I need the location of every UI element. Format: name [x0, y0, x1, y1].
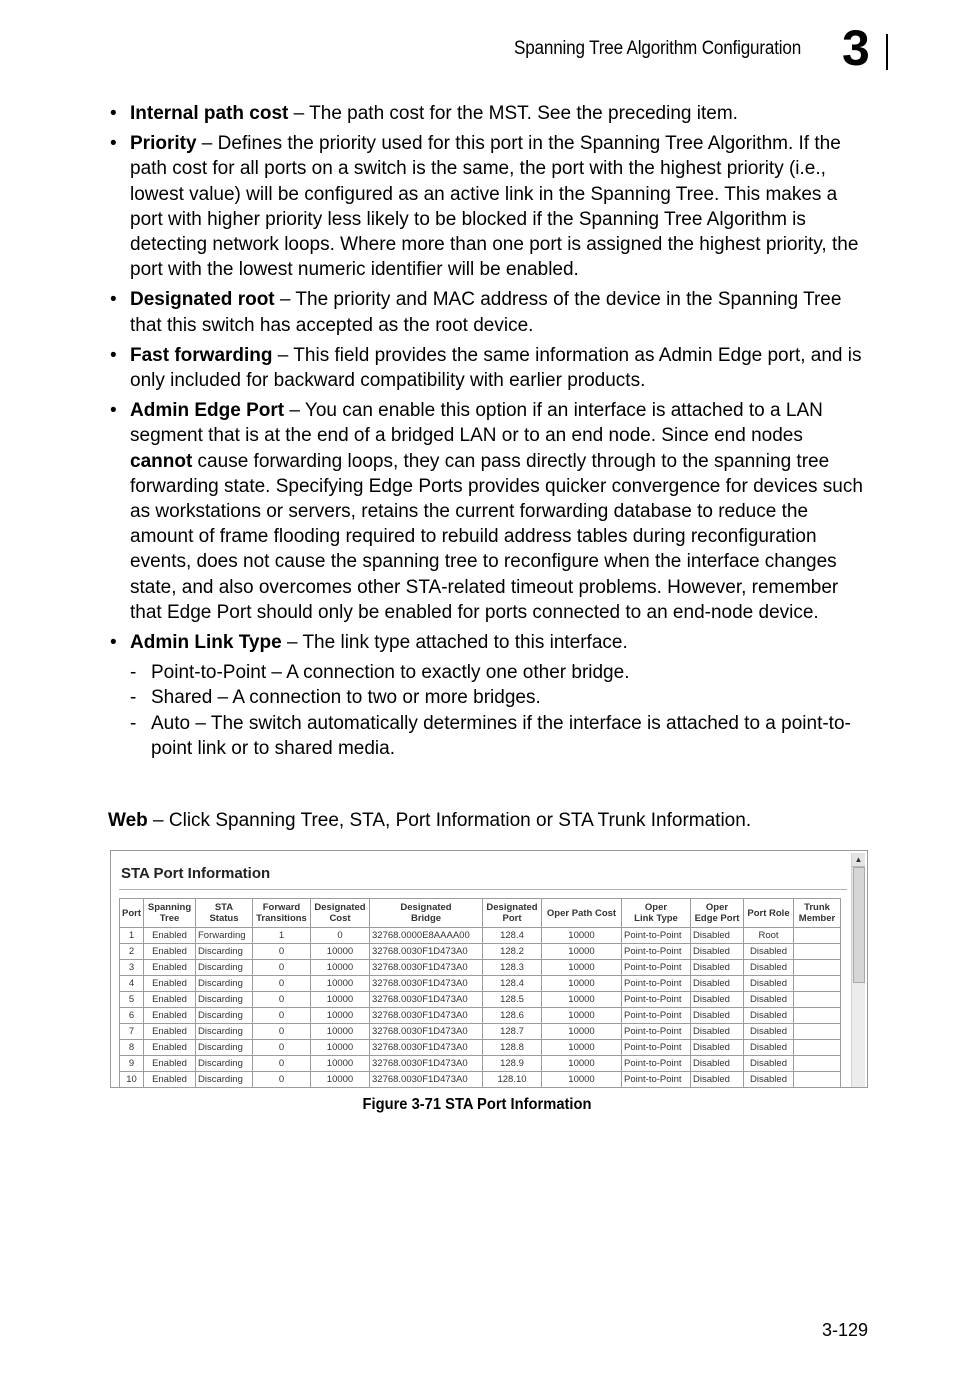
table-cell: Point-to-Point	[622, 944, 691, 960]
column-header-text: Trunk	[804, 902, 830, 913]
table-cell: 10000	[311, 1040, 370, 1056]
bullet-term: Priority	[130, 133, 197, 155]
table-row	[120, 1072, 841, 1088]
table-cell: Point-to-Point	[622, 992, 691, 1008]
table-cell: 10000	[311, 992, 370, 1008]
column-header-text: Forward	[262, 902, 301, 913]
table-cell: Enabled	[144, 976, 196, 992]
dash-icon: -	[130, 687, 137, 709]
bullet-internal-path-cost	[108, 101, 868, 126]
table-cell: Enabled	[144, 992, 196, 1008]
column-header-text: Port	[122, 907, 141, 919]
table-cell: 0	[253, 1008, 311, 1024]
bullet-emphasis: cannot	[130, 450, 193, 472]
column-header	[483, 899, 542, 928]
table-cell	[794, 1024, 841, 1040]
table-cell: Disabled	[744, 1024, 794, 1040]
web-term: Web	[108, 810, 148, 831]
table-cell: 128.9	[483, 1056, 542, 1072]
table-cell: 7	[120, 1024, 144, 1040]
table-cell: Point-to-Point	[622, 928, 691, 944]
table-cell: 10000	[311, 1024, 370, 1040]
bullet-text: – The priority and MAC address of the device in the Spanning Tree that this switch has accepted as the root device.	[130, 289, 842, 336]
table-cell: Enabled	[144, 1024, 196, 1040]
table-cell: Enabled	[144, 928, 196, 944]
bullet-dot-icon: •	[110, 133, 117, 155]
sta-port-information-screenshot	[110, 850, 868, 1088]
table-cell: Disabled	[691, 1008, 744, 1024]
table-cell: 128.10	[483, 1072, 542, 1088]
table-cell: Forwarding	[196, 928, 253, 944]
table-cell	[794, 960, 841, 976]
table-cell: 128.4	[483, 928, 542, 944]
table-cell: Disabled	[744, 992, 794, 1008]
table-cell: Disabled	[691, 992, 744, 1008]
bullet-term: Designated root	[130, 289, 275, 311]
table-row	[120, 1008, 841, 1024]
bullet-text: – You can enable this option if an interface is attached to a LAN segment that is at the end of a bridged LAN or to an end node. Since end nodes	[130, 400, 823, 447]
table-cell: 10000	[311, 1072, 370, 1088]
table-cell: 128.8	[483, 1040, 542, 1056]
column-header	[196, 899, 253, 928]
column-header-text: Member	[798, 913, 836, 924]
bullet-admin-link-type	[108, 630, 868, 655]
table-cell: 10000	[542, 1024, 622, 1040]
table-cell: 0	[253, 992, 311, 1008]
bullet-text-continued: cause forwarding loops, they can pass directly through to the spanning tree forwarding state. Specifying Edge Ports provides quicker convergence for devices such as workstations or servers, retains the current forwarding database to reduce the amount of frame flooding required to rebuild address tables during reconfiguration events, does not cause the spanning tree to reconfigure when the interface changes state, and also overcomes other STA-related timeout problems. However, remember that Edge Port should only be enabled for ports connected to an end-node device.	[130, 450, 863, 623]
column-header-text: Tree	[159, 913, 180, 924]
table-cell	[794, 928, 841, 944]
table-cell: 9	[120, 1056, 144, 1072]
table-cell: Discarding	[196, 1008, 253, 1024]
table-cell: Enabled	[144, 1056, 196, 1072]
table-cell: 10000	[542, 992, 622, 1008]
column-header-text: Transitions	[256, 913, 307, 924]
table-cell: 10000	[542, 960, 622, 976]
table-cell: 128.6	[483, 1008, 542, 1024]
table-header-row	[120, 899, 841, 928]
table-cell: 32768.0030F1D473A0	[370, 944, 483, 960]
table-cell: Point-to-Point	[622, 1008, 691, 1024]
table-cell: 1	[120, 928, 144, 944]
dash-icon: -	[130, 662, 137, 684]
table-cell: Enabled	[144, 1008, 196, 1024]
bullet-designated-root	[108, 287, 868, 337]
column-header	[691, 899, 744, 928]
bullet-dot-icon: •	[110, 103, 117, 124]
table-cell: 2	[120, 944, 144, 960]
table-cell: 32768.0030F1D473A0	[370, 1024, 483, 1040]
title-divider	[119, 889, 847, 890]
table-cell: 32768.0000E8AAAA00	[370, 928, 483, 944]
bullet-text: – The path cost for the MST. See the preceding item.	[288, 103, 738, 124]
column-header	[542, 899, 622, 928]
table-cell: Disabled	[744, 944, 794, 960]
bullet-term: Internal path cost	[130, 103, 289, 124]
table-cell: 10000	[311, 1008, 370, 1024]
column-header-text: Link Type	[634, 913, 678, 924]
table-cell: Discarding	[196, 1040, 253, 1056]
table-cell: 32768.0030F1D473A0	[370, 1008, 483, 1024]
web-instruction	[108, 810, 751, 832]
column-header-text: Oper	[705, 902, 729, 913]
table-row	[120, 944, 841, 960]
table-cell	[794, 1008, 841, 1024]
table-cell: 32768.0030F1D473A0	[370, 992, 483, 1008]
table-cell: Enabled	[144, 1072, 196, 1088]
table-cell: 10000	[311, 1056, 370, 1072]
table-cell: Discarding	[196, 944, 253, 960]
figure-caption: Figure 3-71 STA Port Information	[362, 1096, 592, 1113]
table-cell: Discarding	[196, 1072, 253, 1088]
table-row	[120, 1024, 841, 1040]
table-cell: Point-to-Point	[622, 1024, 691, 1040]
column-header	[253, 899, 311, 928]
table-cell: 10000	[542, 1072, 622, 1088]
table-cell: Discarding	[196, 960, 253, 976]
link-type-text: Point-to-Point – A connection to exactly one other bridge.	[151, 662, 630, 684]
table-cell: Disabled	[691, 944, 744, 960]
chapter-number: 3	[842, 20, 870, 76]
table-cell: 128.5	[483, 992, 542, 1008]
link-type-auto	[108, 711, 868, 761]
bullet-term: Admin Edge Port	[130, 400, 285, 422]
column-header-text: STA	[214, 902, 234, 913]
table-cell: Point-to-Point	[622, 1056, 691, 1072]
table-cell: Disabled	[744, 1008, 794, 1024]
table-cell: 1	[253, 928, 311, 944]
page-number: 3-129	[822, 1320, 869, 1340]
table-cell: 10000	[311, 960, 370, 976]
table-cell: 0	[253, 1040, 311, 1056]
table-cell: Enabled	[144, 1040, 196, 1056]
table-cell: 32768.0030F1D473A0	[370, 1040, 483, 1056]
table-cell: 6	[120, 1008, 144, 1024]
table-cell: 0	[311, 928, 370, 944]
table-cell: 128.4	[483, 976, 542, 992]
scroll-thumb[interactable]	[853, 867, 865, 983]
column-header	[744, 899, 794, 928]
column-header	[794, 899, 841, 928]
table-cell: Point-to-Point	[622, 976, 691, 992]
link-type-text: Shared – A connection to two or more bridges.	[151, 687, 541, 709]
table-cell: 128.3	[483, 960, 542, 976]
table-cell: 128.7	[483, 1024, 542, 1040]
table-cell: 32768.0030F1D473A0	[370, 1056, 483, 1072]
table-cell: Discarding	[196, 1056, 253, 1072]
table-cell: Enabled	[144, 944, 196, 960]
table-cell	[794, 1072, 841, 1088]
column-header-text: Port	[502, 913, 522, 924]
table-cell: Disabled	[744, 1072, 794, 1088]
table-cell: Discarding	[196, 976, 253, 992]
table-cell: 10000	[542, 1040, 622, 1056]
bullet-text: – Defines the priority used for this port in the Spanning Tree Algorithm. If the path cost for all ports on a switch is the same, the port with the highest priority (i.e., lowest value) will be configured as an active link in the Spanning Tree. This makes a port with higher priority less likely to be blocked if the Spanning Tree Algorithm is detecting network loops. Where more than one port is assigned the highest priority, the port with the lowest numeric identifier will be enabled.	[130, 133, 859, 281]
column-header-text: Designated	[314, 902, 366, 913]
table-cell: 0	[253, 1024, 311, 1040]
link-type-shared	[108, 685, 868, 710]
table-cell: 10000	[542, 928, 622, 944]
table-cell: 0	[253, 944, 311, 960]
table-cell: 32768.0030F1D473A0	[370, 1072, 483, 1088]
bullet-dot-icon: •	[110, 289, 117, 311]
screenshot-title: STA Port Information	[121, 865, 271, 882]
column-header-text: Designated	[486, 902, 538, 913]
table-cell: 4	[120, 976, 144, 992]
table-cell: 5	[120, 992, 144, 1008]
column-header-text: Port Role	[747, 907, 790, 919]
table-cell: Discarding	[196, 992, 253, 1008]
table-cell: Disabled	[691, 928, 744, 944]
table-cell: 32768.0030F1D473A0	[370, 976, 483, 992]
column-header-text: Oper Path Cost	[546, 907, 617, 919]
table-cell: 0	[253, 976, 311, 992]
column-header-text: Designated	[400, 902, 452, 913]
body-text	[108, 101, 868, 761]
header-title: Spanning Tree Algorithm Configuration	[514, 38, 802, 59]
table-cell: Disabled	[744, 960, 794, 976]
table-row	[120, 928, 841, 944]
table-cell: 10000	[311, 944, 370, 960]
column-header-text: Oper	[644, 902, 668, 913]
table-cell: 8	[120, 1040, 144, 1056]
table-cell: 10	[120, 1072, 144, 1088]
sta-port-table	[119, 898, 841, 1088]
link-type-point-to-point	[108, 660, 868, 685]
table-cell: 10000	[542, 976, 622, 992]
table-row	[120, 1040, 841, 1056]
table-cell	[794, 1040, 841, 1056]
vertical-scrollbar[interactable]	[851, 853, 865, 1087]
column-header	[622, 899, 691, 928]
table-cell: 0	[253, 1072, 311, 1088]
table-cell: Disabled	[691, 1024, 744, 1040]
table-cell: 10000	[542, 1008, 622, 1024]
table-cell: Disabled	[744, 1056, 794, 1072]
table-cell: 10000	[542, 944, 622, 960]
column-header-text: Bridge	[410, 913, 442, 924]
table-cell: 32768.0030F1D473A0	[370, 960, 483, 976]
table-cell	[794, 992, 841, 1008]
table-cell: Disabled	[691, 1040, 744, 1056]
column-header	[311, 899, 370, 928]
table-cell: 0	[253, 1056, 311, 1072]
table-row	[120, 976, 841, 992]
column-header	[120, 899, 144, 928]
bullet-term: Admin Link Type	[130, 632, 282, 654]
bullet-admin-edge-port	[108, 398, 868, 625]
table-cell: Discarding	[196, 1024, 253, 1040]
table-row	[120, 992, 841, 1008]
table-cell: Point-to-Point	[622, 960, 691, 976]
dash-icon: -	[130, 712, 137, 734]
link-type-text: Auto – The switch automatically determines if the interface is attached to a point-to-point link or to shared media.	[151, 712, 851, 759]
table-cell	[794, 944, 841, 960]
table-cell: 10000	[311, 976, 370, 992]
table-cell: Point-to-Point	[622, 1040, 691, 1056]
column-header-text: Edge Port	[694, 913, 740, 924]
bullet-term: Fast forwarding	[130, 344, 273, 366]
web-text: – Click Spanning Tree, STA, Port Information or STA Trunk Information.	[147, 810, 752, 831]
table-cell: Point-to-Point	[622, 1072, 691, 1088]
table-cell: Disabled	[744, 976, 794, 992]
column-header-text: Cost	[329, 913, 351, 924]
table-row	[120, 1056, 841, 1072]
column-header	[144, 899, 196, 928]
scroll-up-arrow-icon[interactable]: ▲	[852, 853, 865, 867]
column-header-text: Status	[209, 913, 239, 924]
bullet-dot-icon: •	[110, 632, 117, 654]
bullet-dot-icon: •	[110, 344, 117, 366]
bullet-text: – This field provides the same information as Admin Edge port, and is only included for backward compatibility with earlier products.	[130, 344, 862, 392]
table-cell	[794, 1056, 841, 1072]
table-cell: Disabled	[691, 976, 744, 992]
table-cell: 128.2	[483, 944, 542, 960]
column-header-text: Spanning	[147, 902, 192, 913]
table-cell: 0	[253, 960, 311, 976]
chapter-divider	[886, 34, 888, 70]
bullet-text: – The link type attached to this interface.	[281, 632, 628, 654]
bullet-priority	[108, 131, 868, 282]
bullet-fast-forwarding	[108, 343, 868, 393]
column-header	[370, 899, 483, 928]
table-cell: Disabled	[691, 1056, 744, 1072]
table-cell: Disabled	[744, 1040, 794, 1056]
table-cell: Disabled	[691, 1072, 744, 1088]
table-cell: Disabled	[691, 960, 744, 976]
bullet-dot-icon: •	[110, 400, 117, 422]
table-cell: 10000	[542, 1056, 622, 1072]
table-row	[120, 960, 841, 976]
table-cell: Root	[744, 928, 794, 944]
table-cell	[794, 976, 841, 992]
table-cell: Enabled	[144, 960, 196, 976]
table-cell: 3	[120, 960, 144, 976]
